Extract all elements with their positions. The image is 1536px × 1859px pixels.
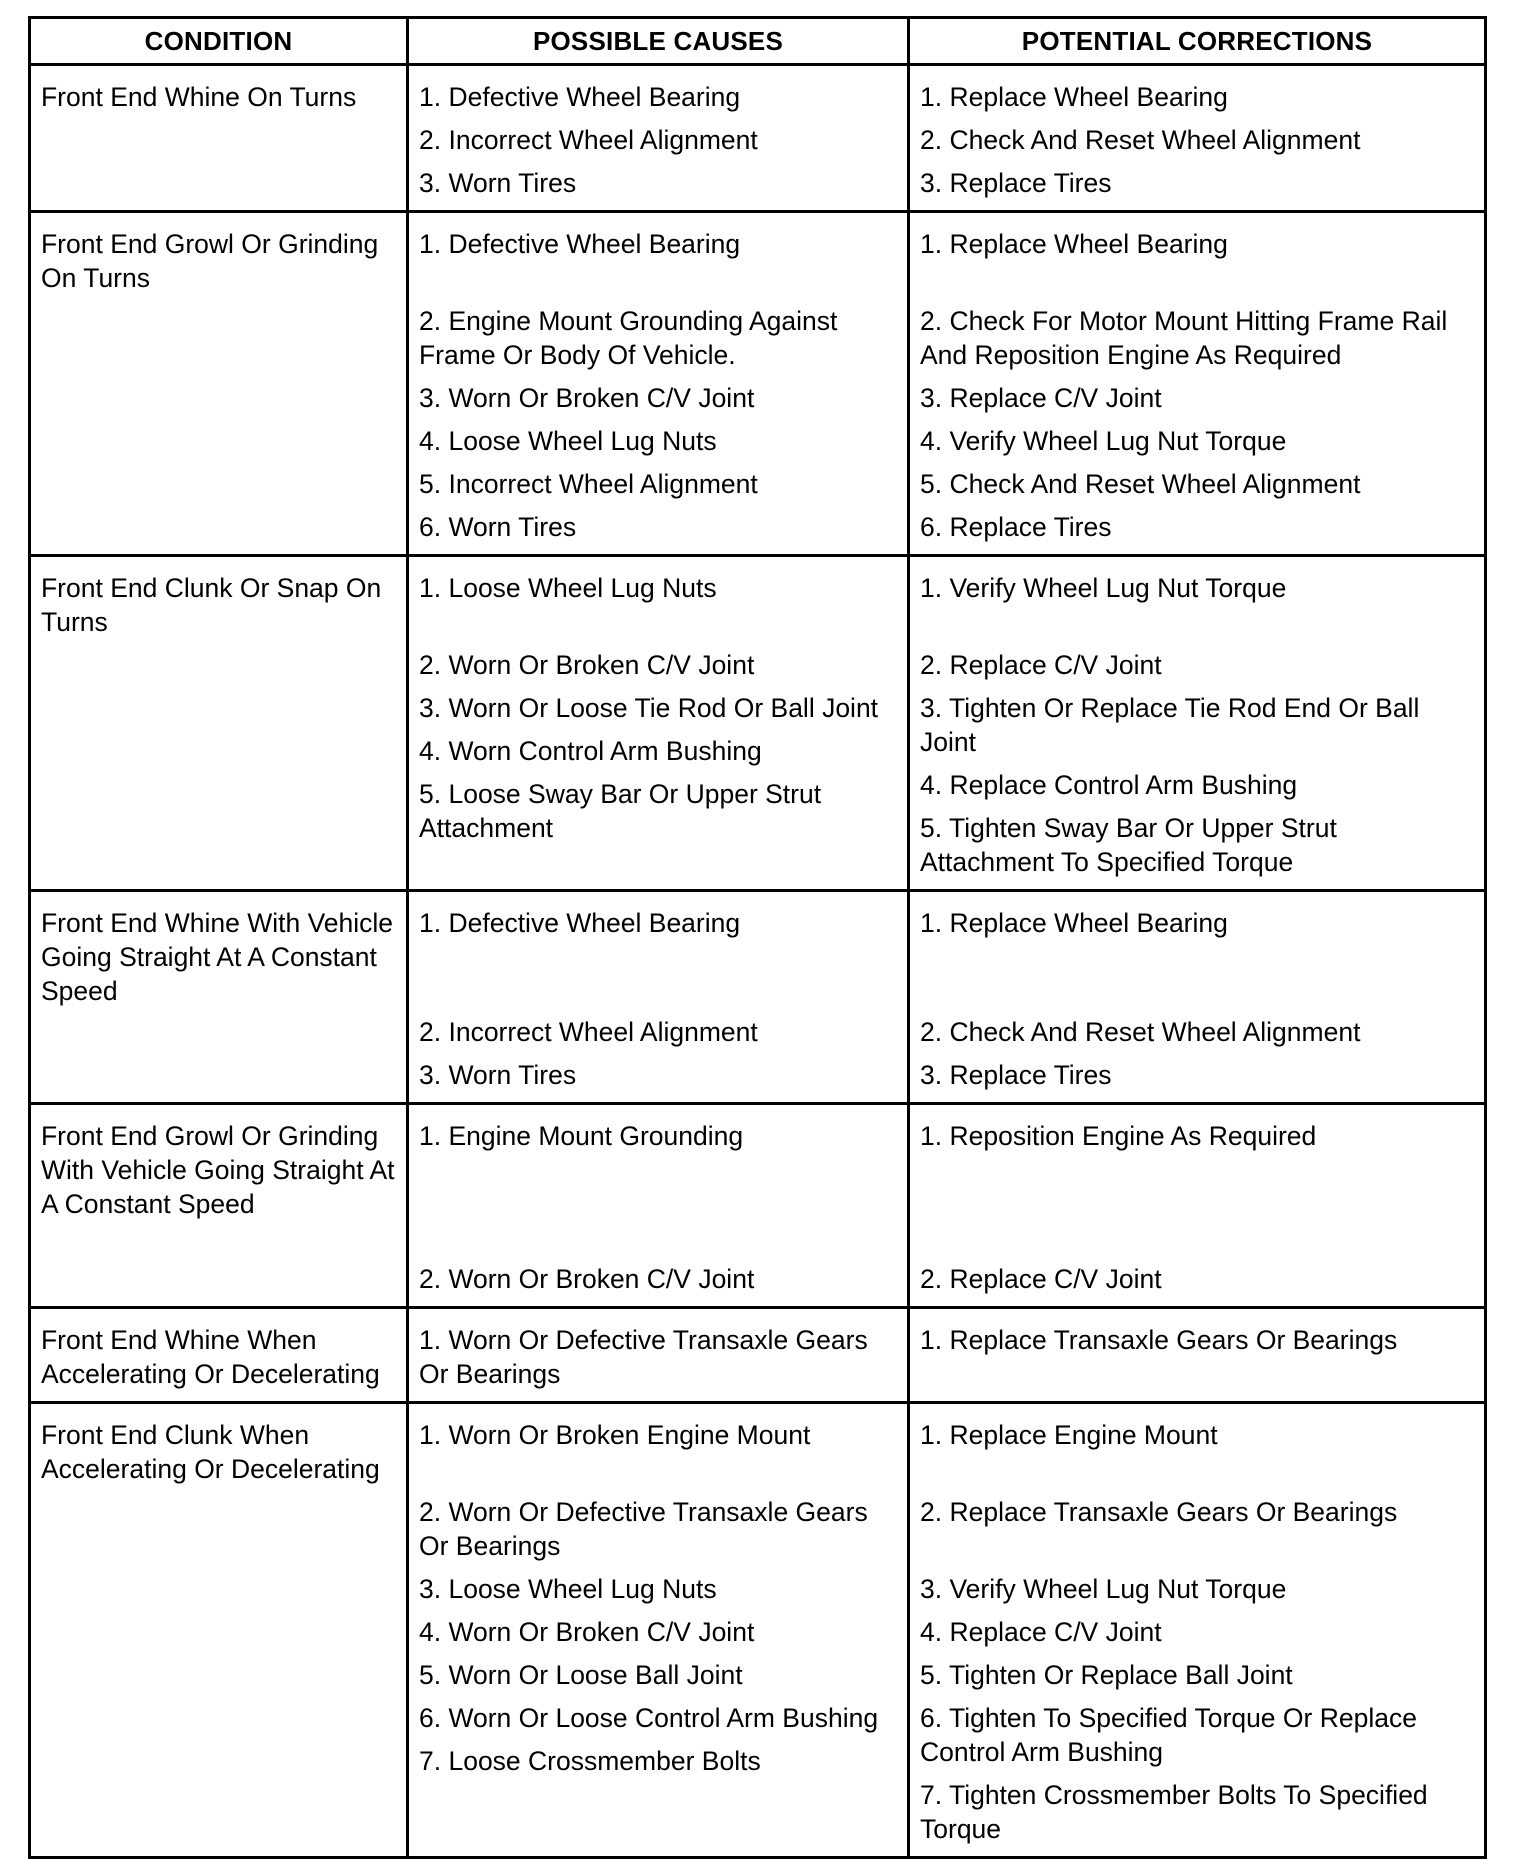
cause-item: 4. Loose Wheel Lug Nuts — [419, 426, 717, 456]
condition-cell: Front End Clunk Or Snap On Turns — [30, 556, 408, 891]
cause-item: 3. Worn Or Loose Tie Rod Or Ball Joint — [419, 693, 879, 723]
cause-item: 2. Engine Mount Grounding Against Frame Or Body Of Vehicle. — [419, 306, 838, 370]
correction-item: 2. Replace C/V Joint — [920, 650, 1162, 680]
correction-item: 2. Check And Reset Wheel Alignment — [920, 125, 1361, 155]
correction-item: 1. Replace Engine Mount — [920, 1420, 1218, 1450]
corrections-cell — [909, 65, 1486, 212]
corrections-cell — [909, 891, 1486, 1104]
correction-item: 3. Verify Wheel Lug Nut Torque — [920, 1574, 1287, 1604]
cause-item: 3. Worn Tires — [419, 168, 577, 198]
correction-item: 6. Tighten To Specified Torque Or Replace Control Arm Bushing — [920, 1703, 1417, 1767]
correction-item: 5. Tighten Sway Bar Or Upper Strut Attachment To Specified Torque — [920, 813, 1337, 877]
cause-item: 1. Defective Wheel Bearing — [419, 82, 741, 112]
correction-item: 1. Replace Wheel Bearing — [920, 908, 1228, 938]
correction-item: 7. Tighten Crossmember Bolts To Specified Torque — [920, 1780, 1428, 1844]
correction-item: 6. Replace Tires — [920, 512, 1112, 542]
cause-item: 1. Loose Wheel Lug Nuts — [419, 573, 717, 603]
header-possible-causes: POSSIBLE CAUSES — [408, 18, 909, 65]
cause-item: 4. Worn Control Arm Bushing — [419, 736, 762, 766]
correction-item: 3. Replace Tires — [920, 168, 1112, 198]
cause-item: 1. Defective Wheel Bearing — [419, 229, 741, 259]
correction-item: 1. Verify Wheel Lug Nut Torque — [920, 573, 1287, 603]
corrections-cell — [909, 212, 1486, 556]
cause-item: 4. Worn Or Broken C/V Joint — [419, 1617, 755, 1647]
cause-item: 2. Worn Or Broken C/V Joint — [419, 650, 755, 680]
corrections-cell — [909, 1403, 1486, 1858]
correction-item: 1. Replace Wheel Bearing — [920, 229, 1228, 259]
condition-cell: Front End Clunk When Accelerating Or Decelerating — [30, 1403, 408, 1858]
diagnosis-table — [28, 16, 1487, 1859]
cause-item: 1. Worn Or Defective Transaxle Gears Or Bearings — [419, 1325, 868, 1389]
cause-item: 1. Engine Mount Grounding — [419, 1121, 744, 1151]
cause-item: 2. Worn Or Broken C/V Joint — [419, 1264, 755, 1294]
correction-item: 2. Replace C/V Joint — [920, 1264, 1162, 1294]
correction-item: 2. Replace Transaxle Gears Or Bearings — [920, 1497, 1398, 1527]
cause-item: 2. Incorrect Wheel Alignment — [419, 125, 758, 155]
causes-cell — [408, 1403, 909, 1858]
causes-cell — [408, 891, 909, 1104]
correction-item: 4. Replace Control Arm Bushing — [920, 770, 1298, 800]
cause-item: 3. Worn Tires — [419, 1060, 577, 1090]
correction-item: 2. Check And Reset Wheel Alignment — [920, 1017, 1361, 1047]
cause-item: 6. Worn Tires — [419, 512, 577, 542]
correction-item: 5. Check And Reset Wheel Alignment — [920, 469, 1361, 499]
correction-item: 4. Verify Wheel Lug Nut Torque — [920, 426, 1287, 456]
table-row — [30, 1308, 1486, 1403]
cause-item: 6. Worn Or Loose Control Arm Bushing — [419, 1703, 879, 1733]
cause-item: 2. Worn Or Defective Transaxle Gears Or Bearings — [419, 1497, 868, 1561]
cause-item: 3. Worn Or Broken C/V Joint — [419, 383, 755, 413]
correction-item: 5. Tighten Or Replace Ball Joint — [920, 1660, 1293, 1690]
correction-item: 3. Tighten Or Replace Tie Rod End Or Ball Joint — [920, 693, 1420, 757]
causes-cell — [408, 212, 909, 556]
table-row — [30, 1403, 1486, 1858]
cause-item: 3. Loose Wheel Lug Nuts — [419, 1574, 717, 1604]
cause-item: 2. Incorrect Wheel Alignment — [419, 1017, 758, 1047]
correction-item: 1. Reposition Engine As Required — [920, 1121, 1317, 1151]
header-condition: CONDITION — [30, 18, 408, 65]
condition-cell: Front End Growl Or Grinding On Turns — [30, 212, 408, 556]
table-row — [30, 212, 1486, 556]
causes-cell — [408, 556, 909, 891]
table-row — [30, 65, 1486, 212]
cause-item: 7. Loose Crossmember Bolts — [419, 1746, 761, 1776]
causes-cell — [408, 65, 909, 212]
condition-cell: Front End Growl Or Grinding With Vehicle Going Straight At A Constant Speed — [30, 1104, 408, 1308]
cause-item: 5. Worn Or Loose Ball Joint — [419, 1660, 743, 1690]
table-row — [30, 891, 1486, 1104]
cause-item: 5. Incorrect Wheel Alignment — [419, 469, 758, 499]
causes-cell — [408, 1104, 909, 1308]
correction-item: 4. Replace C/V Joint — [920, 1617, 1162, 1647]
table-row — [30, 1104, 1486, 1308]
correction-item: 3. Replace C/V Joint — [920, 383, 1162, 413]
cause-item: 1. Defective Wheel Bearing — [419, 908, 741, 938]
condition-cell: Front End Whine When Accelerating Or Decelerating — [30, 1308, 408, 1403]
condition-cell: Front End Whine On Turns — [30, 65, 408, 212]
causes-cell — [408, 1308, 909, 1403]
header-potential-corrections: POTENTIAL CORRECTIONS — [909, 18, 1486, 65]
corrections-cell — [909, 1308, 1486, 1403]
correction-item: 1. Replace Transaxle Gears Or Bearings — [920, 1325, 1398, 1355]
table-row — [30, 556, 1486, 891]
correction-item: 2. Check For Motor Mount Hitting Frame Rail And Reposition Engine As Required — [920, 306, 1448, 370]
condition-cell: Front End Whine With Vehicle Going Straight At A Constant Speed — [30, 891, 408, 1104]
header-row — [30, 18, 1486, 65]
corrections-cell — [909, 1104, 1486, 1308]
correction-item: 1. Replace Wheel Bearing — [920, 82, 1228, 112]
correction-item: 3. Replace Tires — [920, 1060, 1112, 1090]
cause-item: 1. Worn Or Broken Engine Mount — [419, 1420, 811, 1450]
cause-item: 5. Loose Sway Bar Or Upper Strut Attachment — [419, 779, 822, 843]
corrections-cell — [909, 556, 1486, 891]
